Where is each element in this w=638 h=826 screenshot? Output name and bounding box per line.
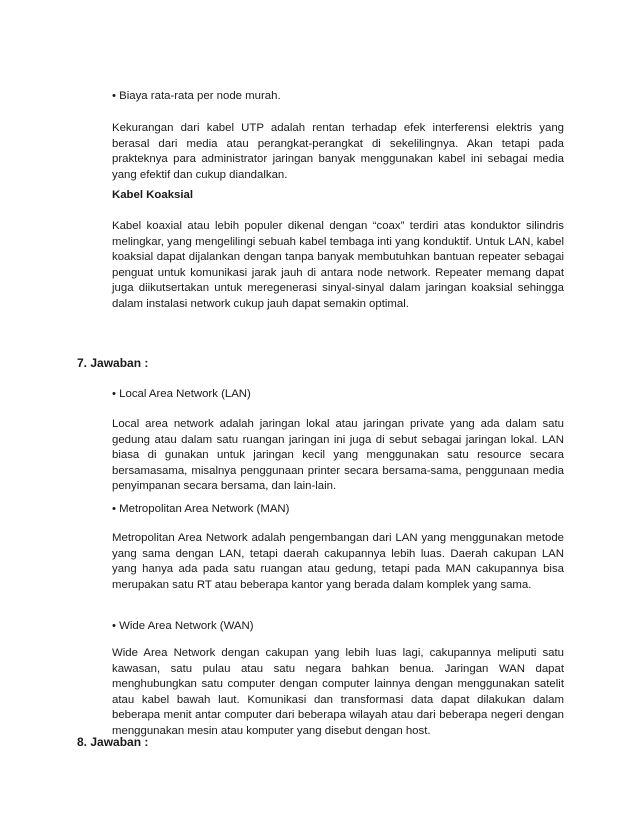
- man-bullet: • Metropolitan Area Network (MAN): [112, 503, 290, 515]
- wan-paragraph: Wide Area Network dengan cakupan yang lebih luas lagi, cakupannya meliputi satu kawasan, satu pulau atau satu negara bahkan benua. Jaringan WAN dapat menghubungkan satu computer dengan computer lainnya dengan menggunakan satelit atau kabel bawah laut. Komunikasi dan transformasi data dapat dilakukan dalam beberapa menit antar computer dari beberapa wilayah atau dari beberapa negeri dengan menggunakan mesin atau komputer yang disebut dengan host.: [112, 647, 564, 737]
- kekurangan-paragraph: Kekurangan dari kabel UTP adalah rentan terhadap efek interferensi elektris yang berasal dari media atau perangkat-perangkat di sekelilingnya. Akan tetapi pada prakteknya para administrator jaringan banyak menggunakan kabel ini sebagai media yang efektif dan cukup diandalkan.: [112, 122, 564, 181]
- man-paragraph: Metropolitan Area Network adalah pengembangan dari LAN yang menggunakan metode yang sama dengan LAN, tetapi daerah cakupannya lebih luas. Daerah cakupan LAN yang hanya ada pada satu ruangan atau gedung, tetapi pada MAN cakupannya bisa merupakan satu RT atau beberapa kantor yang berada dalam komplek yang sama.: [112, 532, 564, 591]
- lan-paragraph: Local area network adalah jaringan lokal atau jaringan private yang ada dalam satu gedung atau dalam satu ruangan jaringan ini juga di sebut sebagai jaringan lokal. LAN biasa di gunakan untuk jaringan kecil yang menggunakan satu resource secara bersamasama, misalnya penggunaan printer secara bersama-sama, penggunaan media penyimpanan secara bersama, dan lain-lain.: [112, 418, 564, 493]
- answer-8-heading: 8. Jawaban :: [77, 735, 149, 749]
- koaksial-paragraph: Kabel koaxial atau lebih populer dikenal dengan “coax” terdiri atas konduktor silindris melingkar, yang mengelilingi sebuah kabel tembaga inti yang konduktif. Untuk LAN, kabel koaksial dapat dijalankan dengan tanpa banyak membutuhkan bantuan repeater sebagai penguat untuk komunikasi jarak jauh di antara node network. Repeater memang dapat juga diikutsertakan untuk meregenerasi sinyal-sinyal dalam jaringan koaksial sehingga dalam instalasi network cukup jauh dapat semakin optimal.: [112, 220, 564, 310]
- answer-7-heading: 7. Jawaban :: [77, 356, 149, 370]
- lan-bullet: • Local Area Network (LAN): [112, 388, 251, 400]
- wan-bullet: • Wide Area Network (WAN): [112, 620, 254, 632]
- kabel-koaksial-heading: Kabel Koaksial: [112, 189, 194, 201]
- bullet-biaya: • Biaya rata-rata per node murah.: [112, 90, 281, 102]
